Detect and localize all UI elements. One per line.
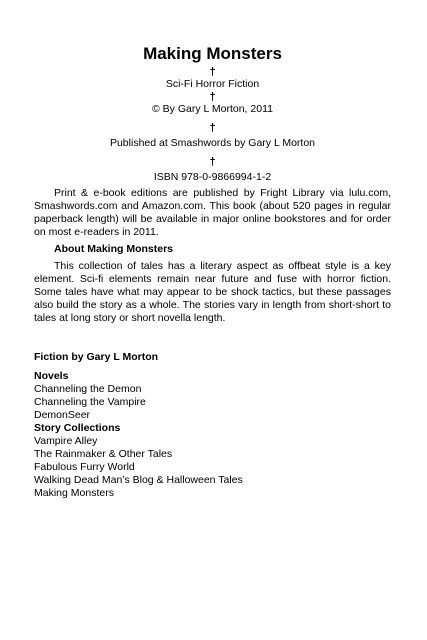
book-title: Making Monsters xyxy=(143,44,282,63)
genre-line: Sci-Fi Horror Fiction xyxy=(165,78,260,90)
list-item: Fabulous Furry World xyxy=(34,461,135,473)
dagger-divider-1: † xyxy=(209,66,216,78)
copyright-line: © By Gary L Morton, 2011 xyxy=(152,103,273,115)
fiction-list xyxy=(34,370,391,500)
isbn-line: ISBN 978-0-9866994-1-2 xyxy=(153,171,272,183)
list-item: Vampire Alley xyxy=(34,435,98,447)
about-paragraph: This collection of tales has a literary aspect as offbeat style is a key element. Sci-fi elements remain near future and fuse with horror fiction. Some tales have what may appear to be shock tactics, but these passages also build the story as a whole. The stories vary in length from short-short to tales at long story or short novella length. xyxy=(34,260,391,324)
list-item: DemonSeer xyxy=(34,409,91,421)
list-item: Channeling the Vampire xyxy=(34,396,146,408)
list-item: The Rainmaker & Other Tales xyxy=(34,448,173,460)
dagger-divider-4: † xyxy=(209,156,216,168)
published-line: Published at Smashwords by Gary L Morton xyxy=(109,137,316,149)
intro-paragraph: Print & e-book editions are published by Fright Library via lulu.com, Smashwords.com and Amazon.com. This book (about 520 pages in regular paperback length) will be available in major online bookstores and for order on most e-readers in 2011. xyxy=(34,187,391,238)
collections-label: Story Collections xyxy=(34,422,121,434)
dagger-divider-3: † xyxy=(209,122,216,134)
novels-label: Novels xyxy=(34,370,69,382)
fiction-heading: Fiction by Gary L Morton xyxy=(34,351,159,363)
list-item: Walking Dead Man’s Blog & Halloween Tales xyxy=(34,474,243,486)
list-item: Making Monsters xyxy=(34,487,114,499)
list-item: Channeling the Demon xyxy=(34,383,142,395)
dagger-divider-2: † xyxy=(209,91,216,103)
about-heading: About Making Monsters xyxy=(54,243,174,255)
document-page xyxy=(34,44,391,500)
